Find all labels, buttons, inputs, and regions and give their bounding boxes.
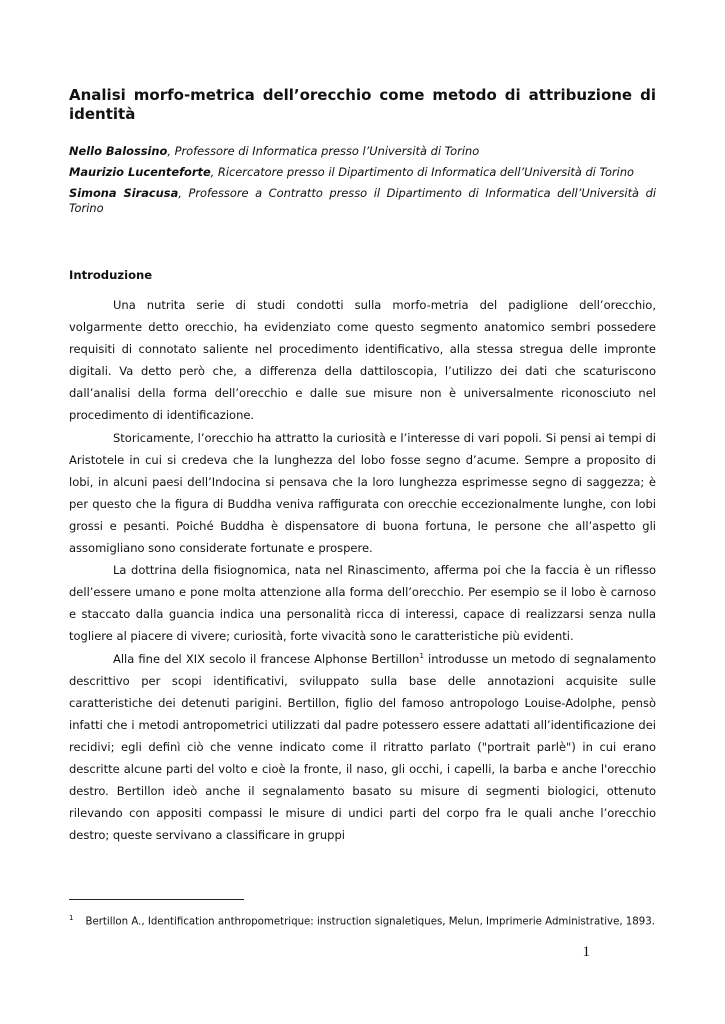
paragraph-text: Alla fine del XIX secolo il francese Alphonse Bertillon xyxy=(113,651,420,666)
page-number: 1 xyxy=(582,944,590,960)
footnote-mark: 1 xyxy=(69,914,74,922)
author-entry xyxy=(69,186,656,216)
paragraph: Una nutrita serie di studi condotti sulla morfo-metria del padiglione dell’orecchio, volgarmente detto orecchio, ha evidenziato come questo segmento anatomico sembri possedere requisiti di connotato saliente nel procedimento identificativo, alla stessa stregua delle impronte digitali. Va detto però che, a differenza della dattiloscopia, l’utilizzo dei dati che scaturiscono dall’analisi della forma dell’orecchio e dalle sue misure non è universalmente riconosciuto nel procedimento di identificazione. xyxy=(69,298,656,423)
author-affiliation: , Professore di Informatica presso l’Università di Torino xyxy=(167,144,480,158)
author-affiliation: , Ricercatore presso il Dipartimento di Informatica dell’Università di Torino xyxy=(210,165,635,179)
author-entry xyxy=(69,144,656,159)
footnote-separator xyxy=(69,899,244,900)
footnote-text: Bertillon A., Identification anthropometrique: instruction signaletiques, Melun, Imprimerie Administrative, 1893. xyxy=(85,916,655,928)
paragraph: La dottrina della fisiognomica, nata nel Rinascimento, afferma poi che la faccia è un riflesso dell’essere umano e pone molta attenzione alla forma dell’orecchio. Per esempio se il lobo è carnoso e staccato dalla guancia indica una personalità ricca di interessi, capace di realizzarsi senza nulla togliere al piacere di vivere; curiosità, forte vivacità sono le caratteristiche più evidenti. xyxy=(69,563,656,644)
paper-title: Analisi morfo-metrica dell’orecchio come metodo di attribuzione di identità xyxy=(69,86,656,123)
body-text xyxy=(69,294,656,846)
footnote xyxy=(69,911,656,929)
section-heading: Introduzione xyxy=(69,268,153,282)
author-list xyxy=(69,144,656,222)
footnote-reference[interactable]: 1 xyxy=(419,651,424,660)
author-entry xyxy=(69,165,656,180)
author-affiliation: , Professore a Contratto presso il Dipartimento di Informatica dell’Università di Torino xyxy=(69,186,656,215)
author-name: Nello Balossino xyxy=(69,144,168,158)
author-name: Simona Siracusa xyxy=(69,186,179,200)
paragraph: Storicamente, l’orecchio ha attratto la curiosità e l’interesse di vari popoli. Si pensi ai tempi di Aristotele in cui si credeva che la lunghezza del lobo fosse segno d’acume. Sempre a proposito di lobi, in alcuni paesi dell’Indocina si pensava che la loro lunghezza esprimesse segno di saggezza; è per questo che la figura di Buddha veniva raffigurata con orecchie eccezionalmente lunghe, con lobi grossi e pesanti. Poiché Buddha è dispensatore di buona fortuna, le persone che all’aspetto gli assomigliano sono considerate fortunate e prospere. xyxy=(69,430,656,556)
author-name: Maurizio Lucenteforte xyxy=(69,165,211,179)
paragraph xyxy=(69,648,656,847)
paragraph-text: introdusse un metodo di segnalamento descrittivo per scopi identificativi, sviluppato sulla base delle annotazioni acquisite sulle caratteristiche dei detenuti parigini. Bertillon, figlio del famoso antropologo Louise-Adolphe, pensò infatti che i metodi antropometrici utilizzati dal padre potessero essere adattati all’identificazione dei recidivi; egli definì ciò che venne indicato come il ritratto parlato ("portrait parlè") in cui erano descritte alcune parti del volto e cioè la fronte, il naso, gli occhi, i capelli, la barba e anche l'orecchio destro. Bertillon ideò anche il segnalamento basato su misure di segmenti biologici, ottenuto rilevando con appositi compassi le misure di undici parti del corpo fra le quali anche l’orecchio destro; queste servivano a classificare in gruppi xyxy=(69,651,657,843)
